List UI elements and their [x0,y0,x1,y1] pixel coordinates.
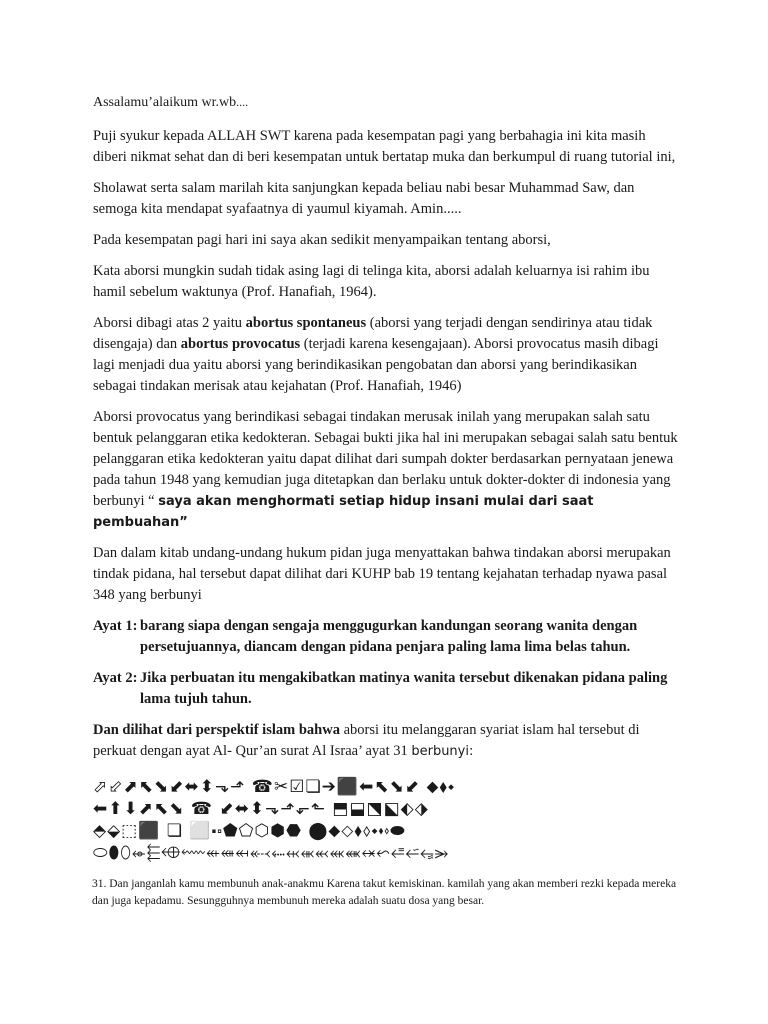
paragraph-sholawat: Sholawat serta salam marilah kita sanjungkan kepada beliau nabi besar Muhammad Saw, dan semoga kita mendapat syafaatnya di yaumul kiyamah. Amin..... [93,180,635,217]
ayat-1 [93,616,678,658]
verse-translation: 31. Dan janganlah kamu membunuh anak-anakmu Karena takut kemiskinan. kamilah yang akan memberi rezki kepada mereka dan juga kepadamu. Sesungguhnya membunuh mereka adalah suatu dosa yang besar. [92,878,677,907]
paragraph-ethics [93,407,678,533]
text-segment: aborsi itu melanggaran syariat islam hal tersebut di perkuat dengan ayat Al- Qur’an surat Al Israa’ ayat 31 [93,722,640,759]
document-page [93,92,678,910]
paragraph-praise: Puji syukur kepada ALLAH SWT karena pada kesempatan pagi yang berbahagia ini kita masih diberi nikmat sehat dan di beri kesempatan untuk bertatap muka dan berkumpul di ruang tutorial ini, [93,128,676,165]
arabic-line: ⬅⬆⬇⬈⬉⬊ ☎ ⬋⬌⬍⬎⬏⬐⬑ ⬒⬓⬔⬕⬖⬗ [93,799,429,819]
term-abortus-provocatus: abortus provocatus [180,336,301,352]
paragraph-classification [93,313,678,397]
arabic-line: ⬀⬃⬈⬉⬊⬋⬌⬍⬎⬏ ☎✂☑❏➔⬛⬅⬉⬊⬋ ⬥⬧⬩ [93,777,456,797]
text-segment: (terjadi karena kesengajaan). Aborsi provocatus masih dibagi lagi menjadi dua yaitu aborsi yang berindikasikan pengobatan dan aborsi yang berindikasikan sebagai tindakan merisak atau kejahatan (Prof. Hanafiah, 1946) [93,336,659,394]
paragraph-intro: Pada kesempatan pagi hari ini saya akan sedikit menyampaikan tentang aborsi, [93,232,551,248]
greeting [93,92,678,113]
oath-quote: saya akan menghormati setiap hidup insani mulai dari saat pembuahan” [93,494,594,530]
term-abortus-spontaneus: abortus spontaneus [245,315,367,331]
paragraph-definition: Kata aborsi mungkin sudah tidak asing lagi di telinga kita, aborsi adalah keluarnya isi rahim ibu hamil sebelum waktunya (Prof. Hanafiah, 1964). [93,263,650,300]
text-segment: (aborsi yang terjadi dengan sendirinya atau tidak disengaja) dan [93,315,653,352]
text-segment: Aborsi dibagi atas 2 yaitu [93,315,246,331]
paragraph-kuhp: Dan dalam kitab undang-undang hukum pidan juga menyattakan bahwa tindakan aborsi merupakan tindak pidana, hal tersebut dapat dilihat dari KUHP bab 19 tentang kejahatan terhadap nyawa pasal 348 yang berbunyi [93,545,671,603]
greeting-dots: .... [236,95,249,109]
text-segment: Aborsi provocatus yang berindikasi sebagai tindakan merusak inilah yang merupakan salah satu bentuk pelanggaran etika kedokteran. Sebagai bukti jika hal ini merupakan sebagai salah satu bentuk pelanggaran etika kedokteran yaitu dapat dilihat dari sumpah dokter berdasarkan pernyataan jenewa pada tahun 1948 yang kemudian juga ditetapkan dan berlaku untuk dokter-dokter di indonesia yang berbunyi “ [93,409,678,509]
arabic-verse [93,776,678,864]
arabic-line: ⬘⬙⬚⬛ ❏ ⬜⬝⬞⬟⬠⬡⬢⬣ ⬤⬥⬦⬧⬨⬩⬪⬫⬬ [93,821,406,841]
ayat-2-text: Jika perbuatan itu mengakibatkan matinya wanita tersebut dikenakan pidana paling lama tujuh tahun. [140,670,668,707]
ayat-2-label: Ayat 2: [93,670,138,686]
arabic-line: ⬭⬮⬯⬰⬱⬲⬳⬴⬵⬶⬷⬸⬹⬺⬻⬼⬽⬾⬿⭀⭁⭂⭃ [93,843,450,863]
text-segment: berbunyi: [411,744,474,759]
greeting-text: Assalamu’alaikum wr.wb [93,95,237,110]
islam-lead: Dan dilihat dari perspektif islam bahwa [93,722,340,738]
ayat-1-label: Ayat 1: [93,618,138,634]
ayat-1-text: barang siapa dengan sengaja menggugurkan kandungan seorang wanita dengan persetujuannya, diancam dengan pidana penjara paling lama lima belas tahun. [140,618,638,655]
ayat-2 [93,668,678,710]
paragraph-islam [93,720,678,762]
